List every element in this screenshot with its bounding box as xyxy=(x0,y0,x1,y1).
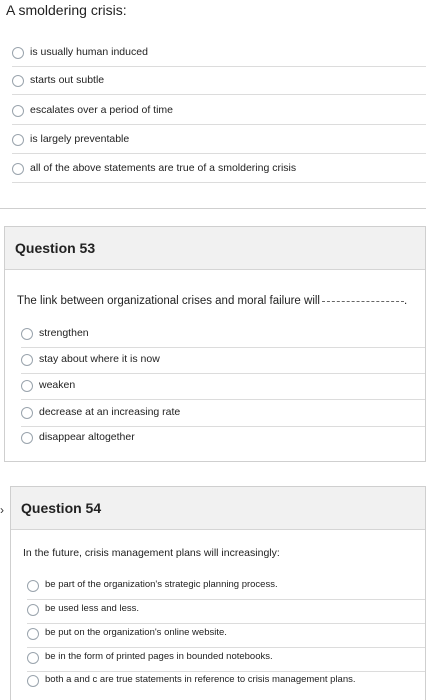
option-label: is largely preventable xyxy=(30,133,130,145)
divider xyxy=(0,208,426,209)
option-label: be put on the organization's online website. xyxy=(45,627,227,638)
radio-button[interactable] xyxy=(27,675,39,687)
question-title: Question 53 xyxy=(15,240,96,256)
option-label: both a and c are true statements in reference to crisis management plans. xyxy=(45,674,356,685)
question-title: Question 54 xyxy=(21,500,102,516)
answer-option[interactable] xyxy=(21,347,425,374)
answer-option[interactable] xyxy=(27,573,425,600)
radio-button[interactable] xyxy=(21,328,33,340)
radio-button[interactable] xyxy=(21,432,33,444)
option-label: is usually human induced xyxy=(30,46,148,58)
option-label: be used less and less. xyxy=(45,603,140,614)
option-label: be part of the organization's strategic planning process. xyxy=(45,579,278,590)
option-label: be in the form of printed pages in bounded notebooks. xyxy=(45,651,273,662)
option-label: strengthen xyxy=(39,327,89,339)
option-label: starts out subtle xyxy=(30,74,105,86)
radio-button[interactable] xyxy=(12,47,24,59)
answer-option[interactable] xyxy=(12,68,426,95)
question-header xyxy=(5,227,425,270)
answer-option[interactable] xyxy=(12,127,426,154)
radio-button[interactable] xyxy=(27,604,39,616)
answer-option[interactable] xyxy=(12,98,426,125)
question-prompt xyxy=(17,295,407,307)
answer-option[interactable] xyxy=(27,621,425,648)
question-54-card xyxy=(10,486,426,700)
fill-in-blank xyxy=(322,301,404,302)
radio-button[interactable] xyxy=(12,105,24,117)
question-header xyxy=(11,487,425,530)
radio-button[interactable] xyxy=(21,407,33,419)
answer-option[interactable] xyxy=(12,156,426,183)
question-prompt: In the future, crisis management plans will increasingly: xyxy=(23,547,280,559)
question-53-card xyxy=(4,226,426,462)
answer-option[interactable] xyxy=(21,321,425,348)
radio-button[interactable] xyxy=(21,380,33,392)
radio-button[interactable] xyxy=(27,580,39,592)
radio-button[interactable] xyxy=(12,163,24,175)
answer-option[interactable] xyxy=(21,425,425,451)
prompt-text: The link between organizational crises and moral failure will xyxy=(17,295,320,307)
option-label: weaken xyxy=(39,379,76,391)
radio-button[interactable] xyxy=(12,75,24,87)
answer-option[interactable] xyxy=(27,668,425,694)
answer-option[interactable] xyxy=(27,597,425,624)
radio-button[interactable] xyxy=(21,354,33,366)
answer-option[interactable] xyxy=(21,373,425,400)
prompt-suffix: . xyxy=(403,295,408,307)
option-label: all of the above statements are true of a smoldering crisis xyxy=(30,162,297,174)
answer-option[interactable] xyxy=(21,400,425,427)
option-label: stay about where it is now xyxy=(39,353,160,365)
option-label: escalates over a period of time xyxy=(30,104,173,116)
question-title: A smoldering crisis: xyxy=(6,2,127,18)
radio-button[interactable] xyxy=(12,134,24,146)
option-label: decrease at an increasing rate xyxy=(39,406,181,418)
answer-option[interactable] xyxy=(12,40,426,67)
question-smoldering-crisis xyxy=(0,0,426,210)
radio-button[interactable] xyxy=(27,628,39,640)
option-label: disappear altogether xyxy=(39,431,135,443)
radio-button[interactable] xyxy=(27,652,39,664)
collapse-marker-icon: › xyxy=(0,503,4,517)
